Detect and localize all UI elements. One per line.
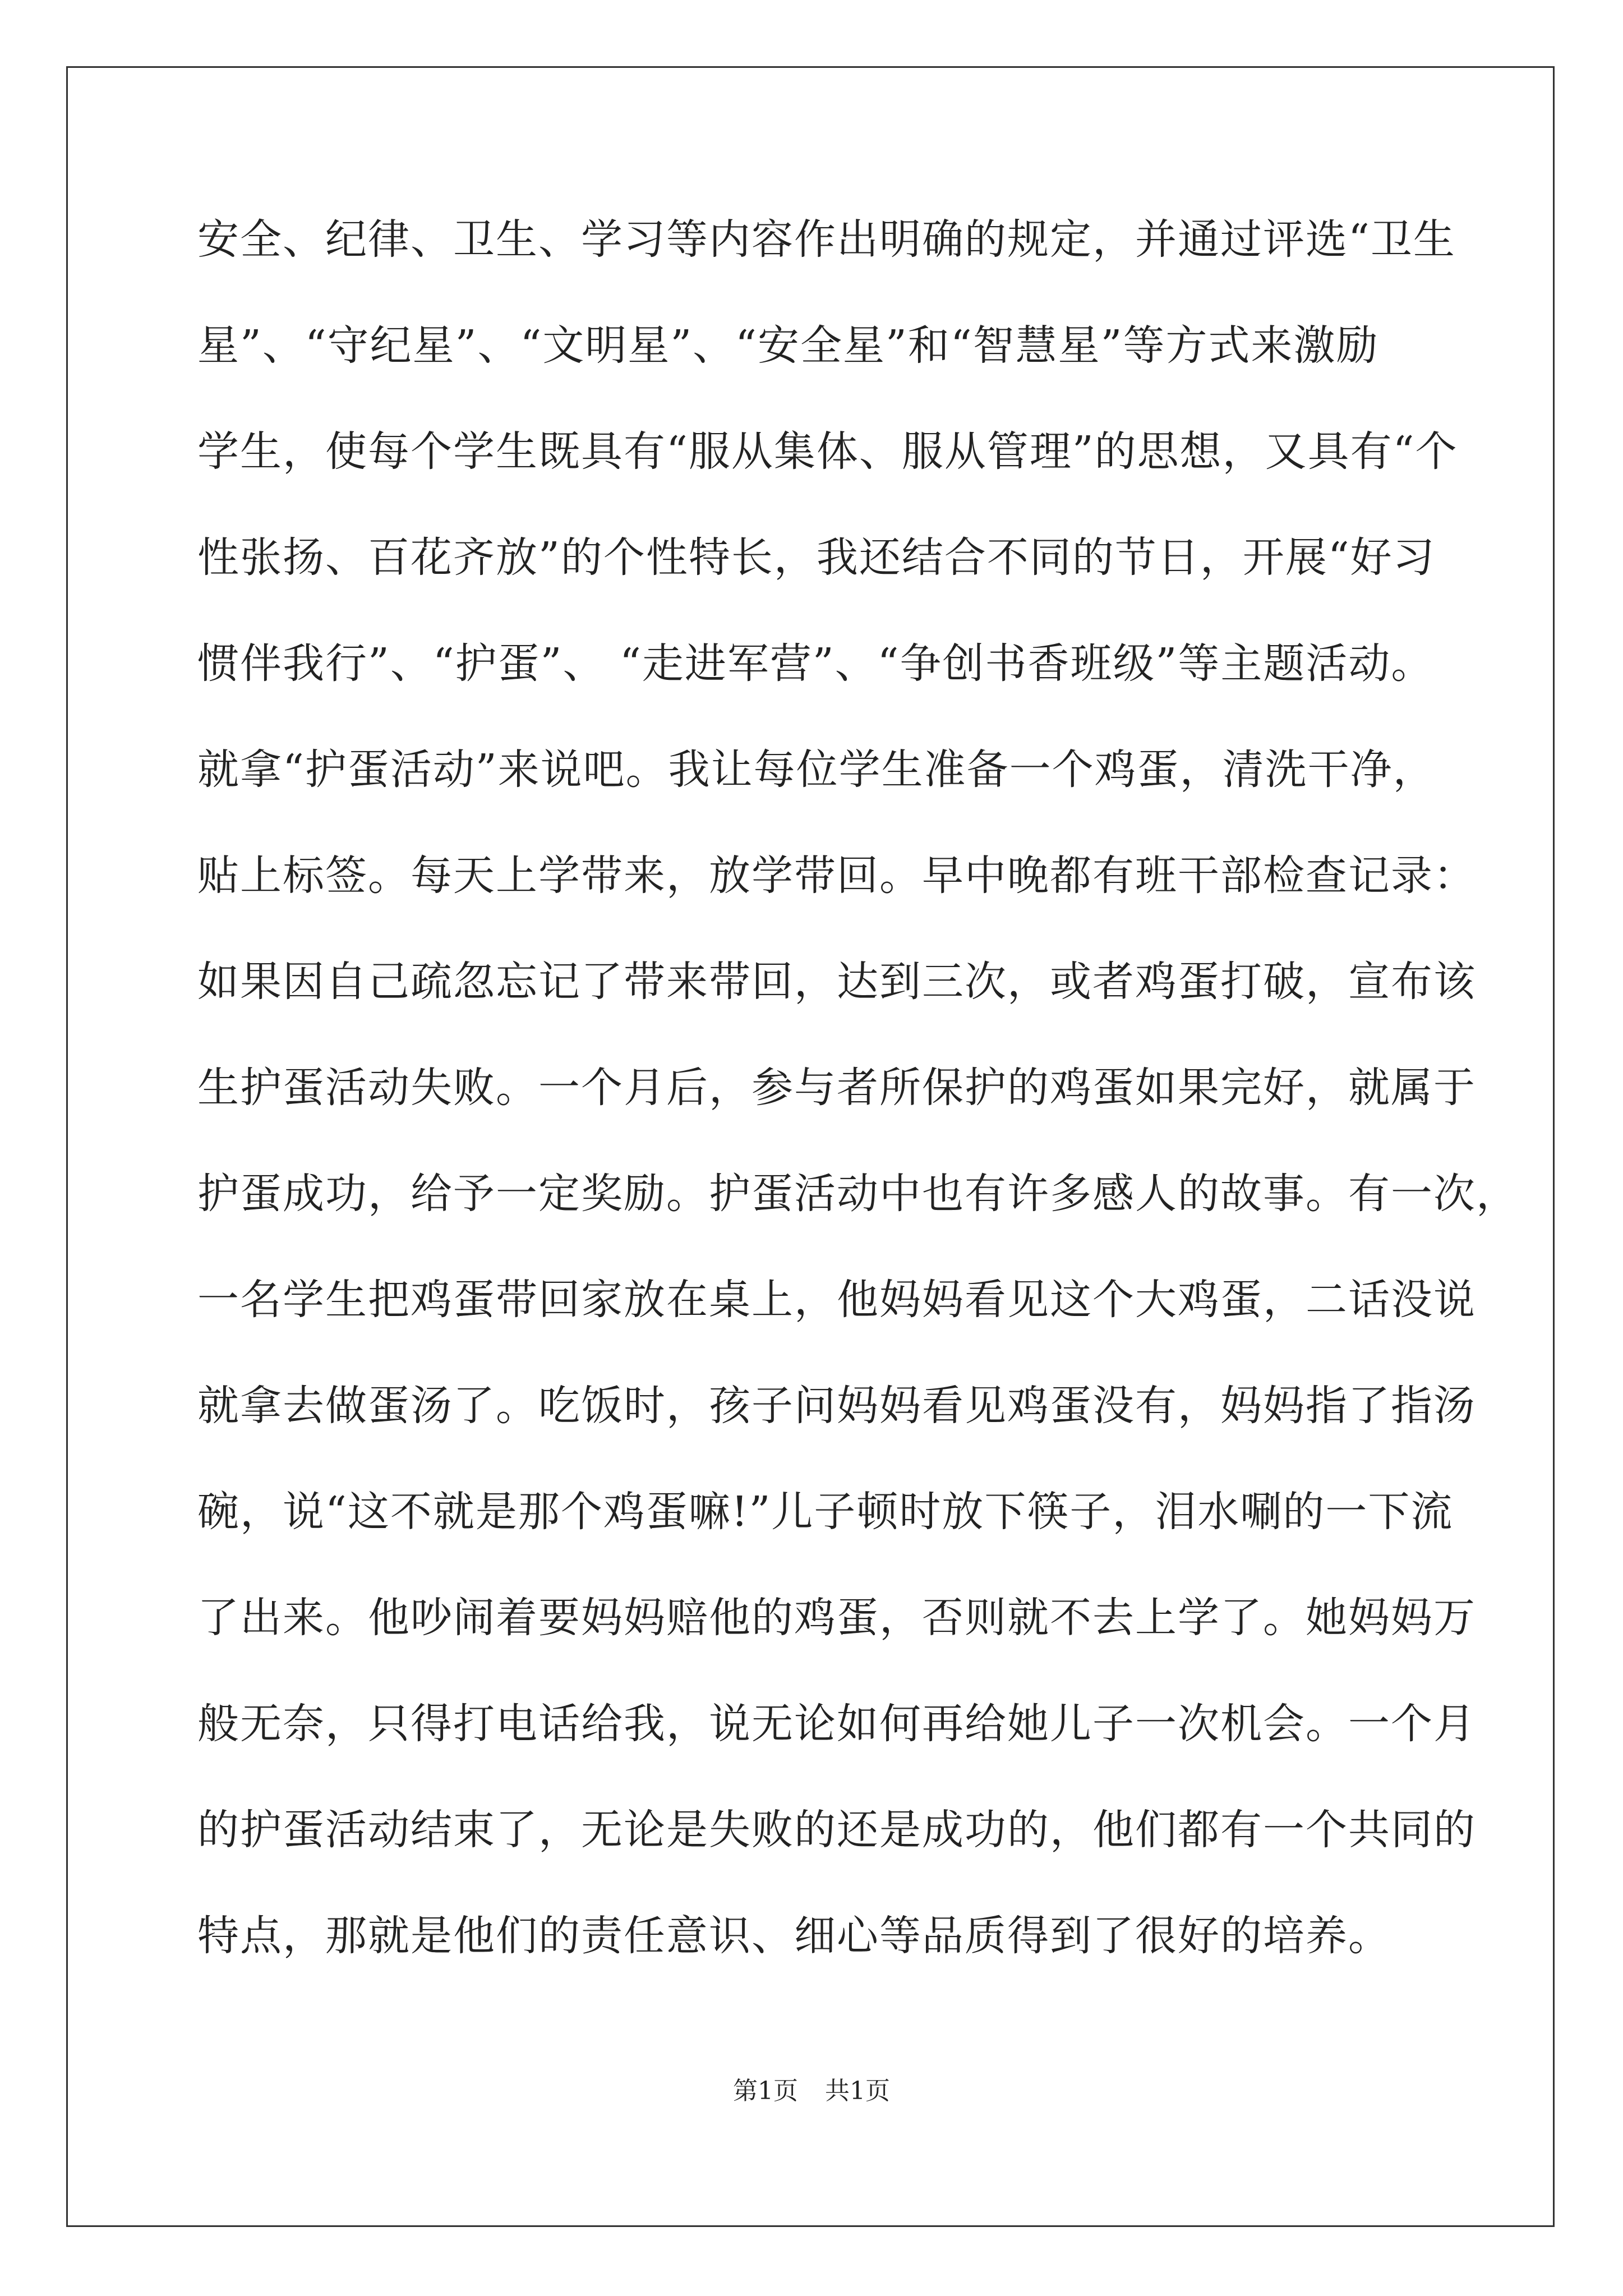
text-line: 的护蛋活动结束了，无论是失败的还是成功的，他们都有一个共同的 bbox=[197, 1806, 1476, 1854]
text-line: 惯伴我行”、“护蛋”、 “走进军营”、“争创书香班级”等主题活动。 bbox=[197, 639, 1434, 688]
text-line: 一名学生把鸡蛋带回家放在桌上，他妈妈看见这个大鸡蛋，二话没说 bbox=[197, 1276, 1476, 1324]
text-line: 星”、“守纪星”、“文明星”、“安全星”和“智慧星”等方式来激励 bbox=[197, 321, 1379, 370]
text-line: 护蛋成功，给予一定奖励。护蛋活动中也有许多感人的故事。有一次， bbox=[197, 1170, 1519, 1218]
page-footer bbox=[0, 2077, 1623, 2106]
text-line: 贴上标签。每天上学带来，放学带回。早中晚都有班干部检查记录： bbox=[197, 852, 1476, 900]
page-total: 共1页 bbox=[825, 2077, 890, 2105]
text-line: 特点，那就是他们的责任意识、细心等品质得到了很好的培养。 bbox=[197, 1912, 1391, 1960]
text-line: 般无奈，只得打电话给我，说无论如何再给她儿子一次机会。一个月 bbox=[197, 1700, 1476, 1748]
text-line: 如果因自己疏忽忘记了带来带回，达到三次，或者鸡蛋打破，宣布该 bbox=[197, 958, 1476, 1006]
text-line: 了出来。他吵闹着要妈妈赔他的鸡蛋，否则就不去上学了。她妈妈万 bbox=[197, 1594, 1476, 1642]
document-body bbox=[197, 215, 1519, 2021]
page-number: 第1页 bbox=[733, 2077, 798, 2105]
text-line: 学生，使每个学生既具有“服从集体、服从管理”的思想，又具有“个 bbox=[197, 427, 1458, 476]
text-line: 碗，说“这不就是那个鸡蛋嘛!”儿子顿时放下筷子，泪水唰的一下流 bbox=[197, 1488, 1454, 1536]
text-line: 性张扬、百花齐放”的个性特长，我还结合不同的节日，开展“好习 bbox=[197, 533, 1436, 582]
text-line: 生护蛋活动失败。一个月后，参与者所保护的鸡蛋如果完好，就属于 bbox=[197, 1064, 1476, 1112]
text-line: 就拿“护蛋活动”来说吧。我让每位学生准备一个鸡蛋，清洗干净， bbox=[197, 746, 1436, 794]
text-line: 就拿去做蛋汤了。吃饭时，孩子问妈妈看见鸡蛋没有，妈妈指了指汤 bbox=[197, 1382, 1476, 1430]
text-line: 安全、纪律、卫生、学习等内容作出明确的规定，并通过评选“卫生 bbox=[197, 215, 1456, 264]
